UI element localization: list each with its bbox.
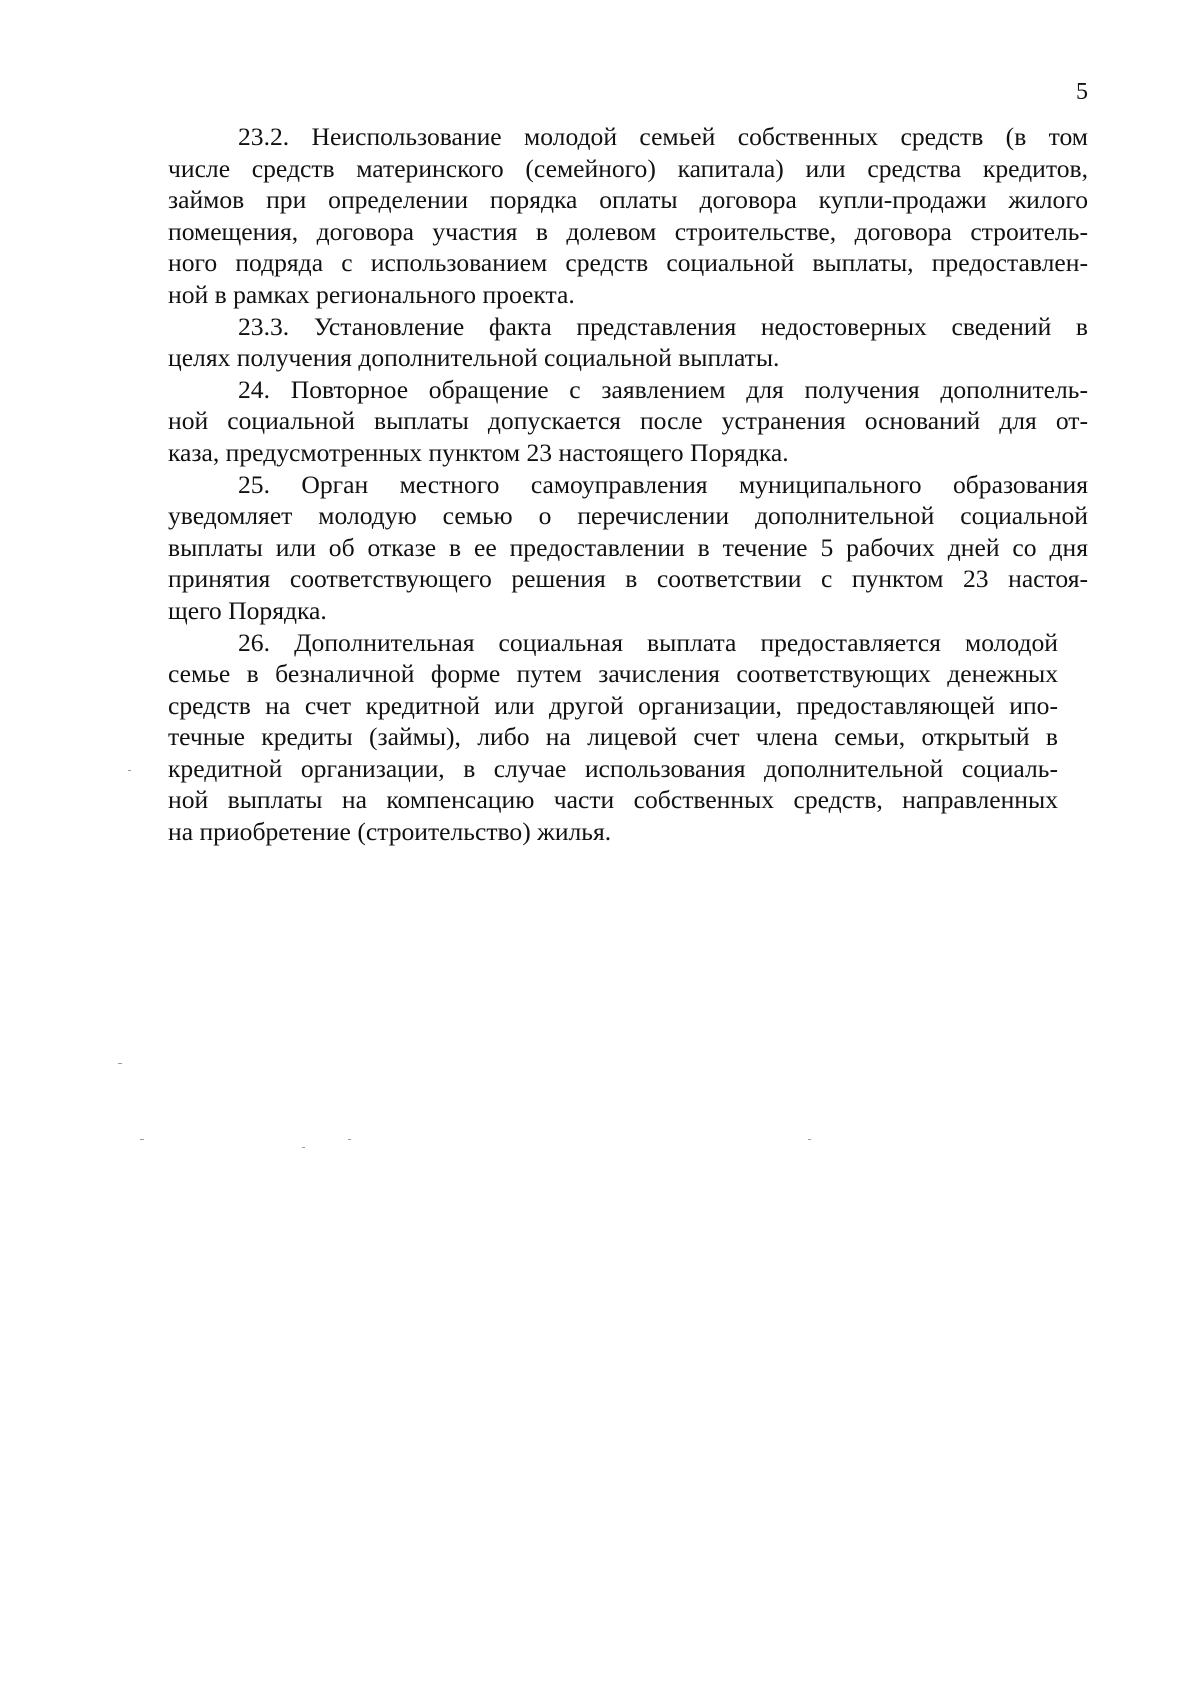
- paragraph-25: [168, 469, 1088, 627]
- scan-speck: [808, 1139, 811, 1140]
- text-line: 26. Дополнительная социальная выплата предоставляется молодой: [238, 627, 1058, 657]
- text-line: ного подряда с использованием средств социальной выплаты, предоставлен-: [168, 248, 1088, 278]
- text-line: средств на счет кредитной или другой организации, предоставляющей ипо-: [168, 690, 1058, 720]
- text-line: целях получения дополнительной социальной выплаты.: [168, 343, 780, 373]
- text-line: на приобретение (строительство) жилья.: [168, 817, 612, 847]
- scan-speck: [302, 1147, 305, 1148]
- paragraph-24: [168, 374, 1088, 469]
- scan-speck: [140, 1139, 144, 1140]
- text-line: уведомляет молодую семью о перечислении дополнительной социальной: [168, 501, 1088, 531]
- paragraph-23-2: [168, 121, 1088, 311]
- text-line: принятия соответствующего решения в соответствии с пунктом 23 настоя-: [168, 564, 1088, 594]
- text-line: 23.2. Неиспользование молодой семьей собственных средств (в том: [238, 122, 1088, 151]
- text-line: числе средств материнского (семейного) капитала) или средства кредитов,: [168, 153, 1088, 183]
- scan-speck: [348, 1139, 351, 1140]
- text-line: 23.3. Установление факта представления недостоверных сведений в: [238, 311, 1088, 341]
- document-body: [168, 121, 1088, 848]
- paragraph-26: [168, 627, 1058, 848]
- text-line: ной социальной выплаты допускается после устранения оснований для от-: [168, 406, 1088, 436]
- page-number: 5: [1076, 79, 1088, 105]
- paragraph-23-3: [168, 311, 1088, 374]
- text-line: 25. Орган местного самоуправления муниципального образования: [238, 469, 1088, 499]
- scan-speck: [128, 770, 131, 771]
- text-line: ной выплаты на компенсацию части собственных средств, направленных: [168, 785, 1058, 815]
- text-line: семье в безналичной форме путем зачисления соответствующих денежных: [168, 659, 1058, 689]
- text-line: течные кредиты (займы), либо на лицевой счет члена семьи, открытый в: [168, 722, 1058, 752]
- text-line: 24. Повторное обращение с заявлением для получения дополнитель-: [238, 374, 1088, 404]
- text-line: займов при определении порядка оплаты договора купли-продажи жилого: [168, 185, 1088, 215]
- scan-speck: [118, 1063, 122, 1064]
- text-line: помещения, договора участия в долевом строительстве, договора строитель-: [168, 216, 1088, 246]
- text-line: ной в рамках регионального проекта.: [168, 279, 575, 309]
- text-line: выплаты или об отказе в ее предоставлении в течение 5 рабочих дней со дня: [168, 532, 1088, 562]
- text-line: щего Порядка.: [168, 595, 327, 625]
- text-line: кредитной организации, в случае использования дополнительной социаль-: [168, 753, 1058, 783]
- text-line: каза, предусмотренных пунктом 23 настоящего Порядка.: [168, 437, 789, 467]
